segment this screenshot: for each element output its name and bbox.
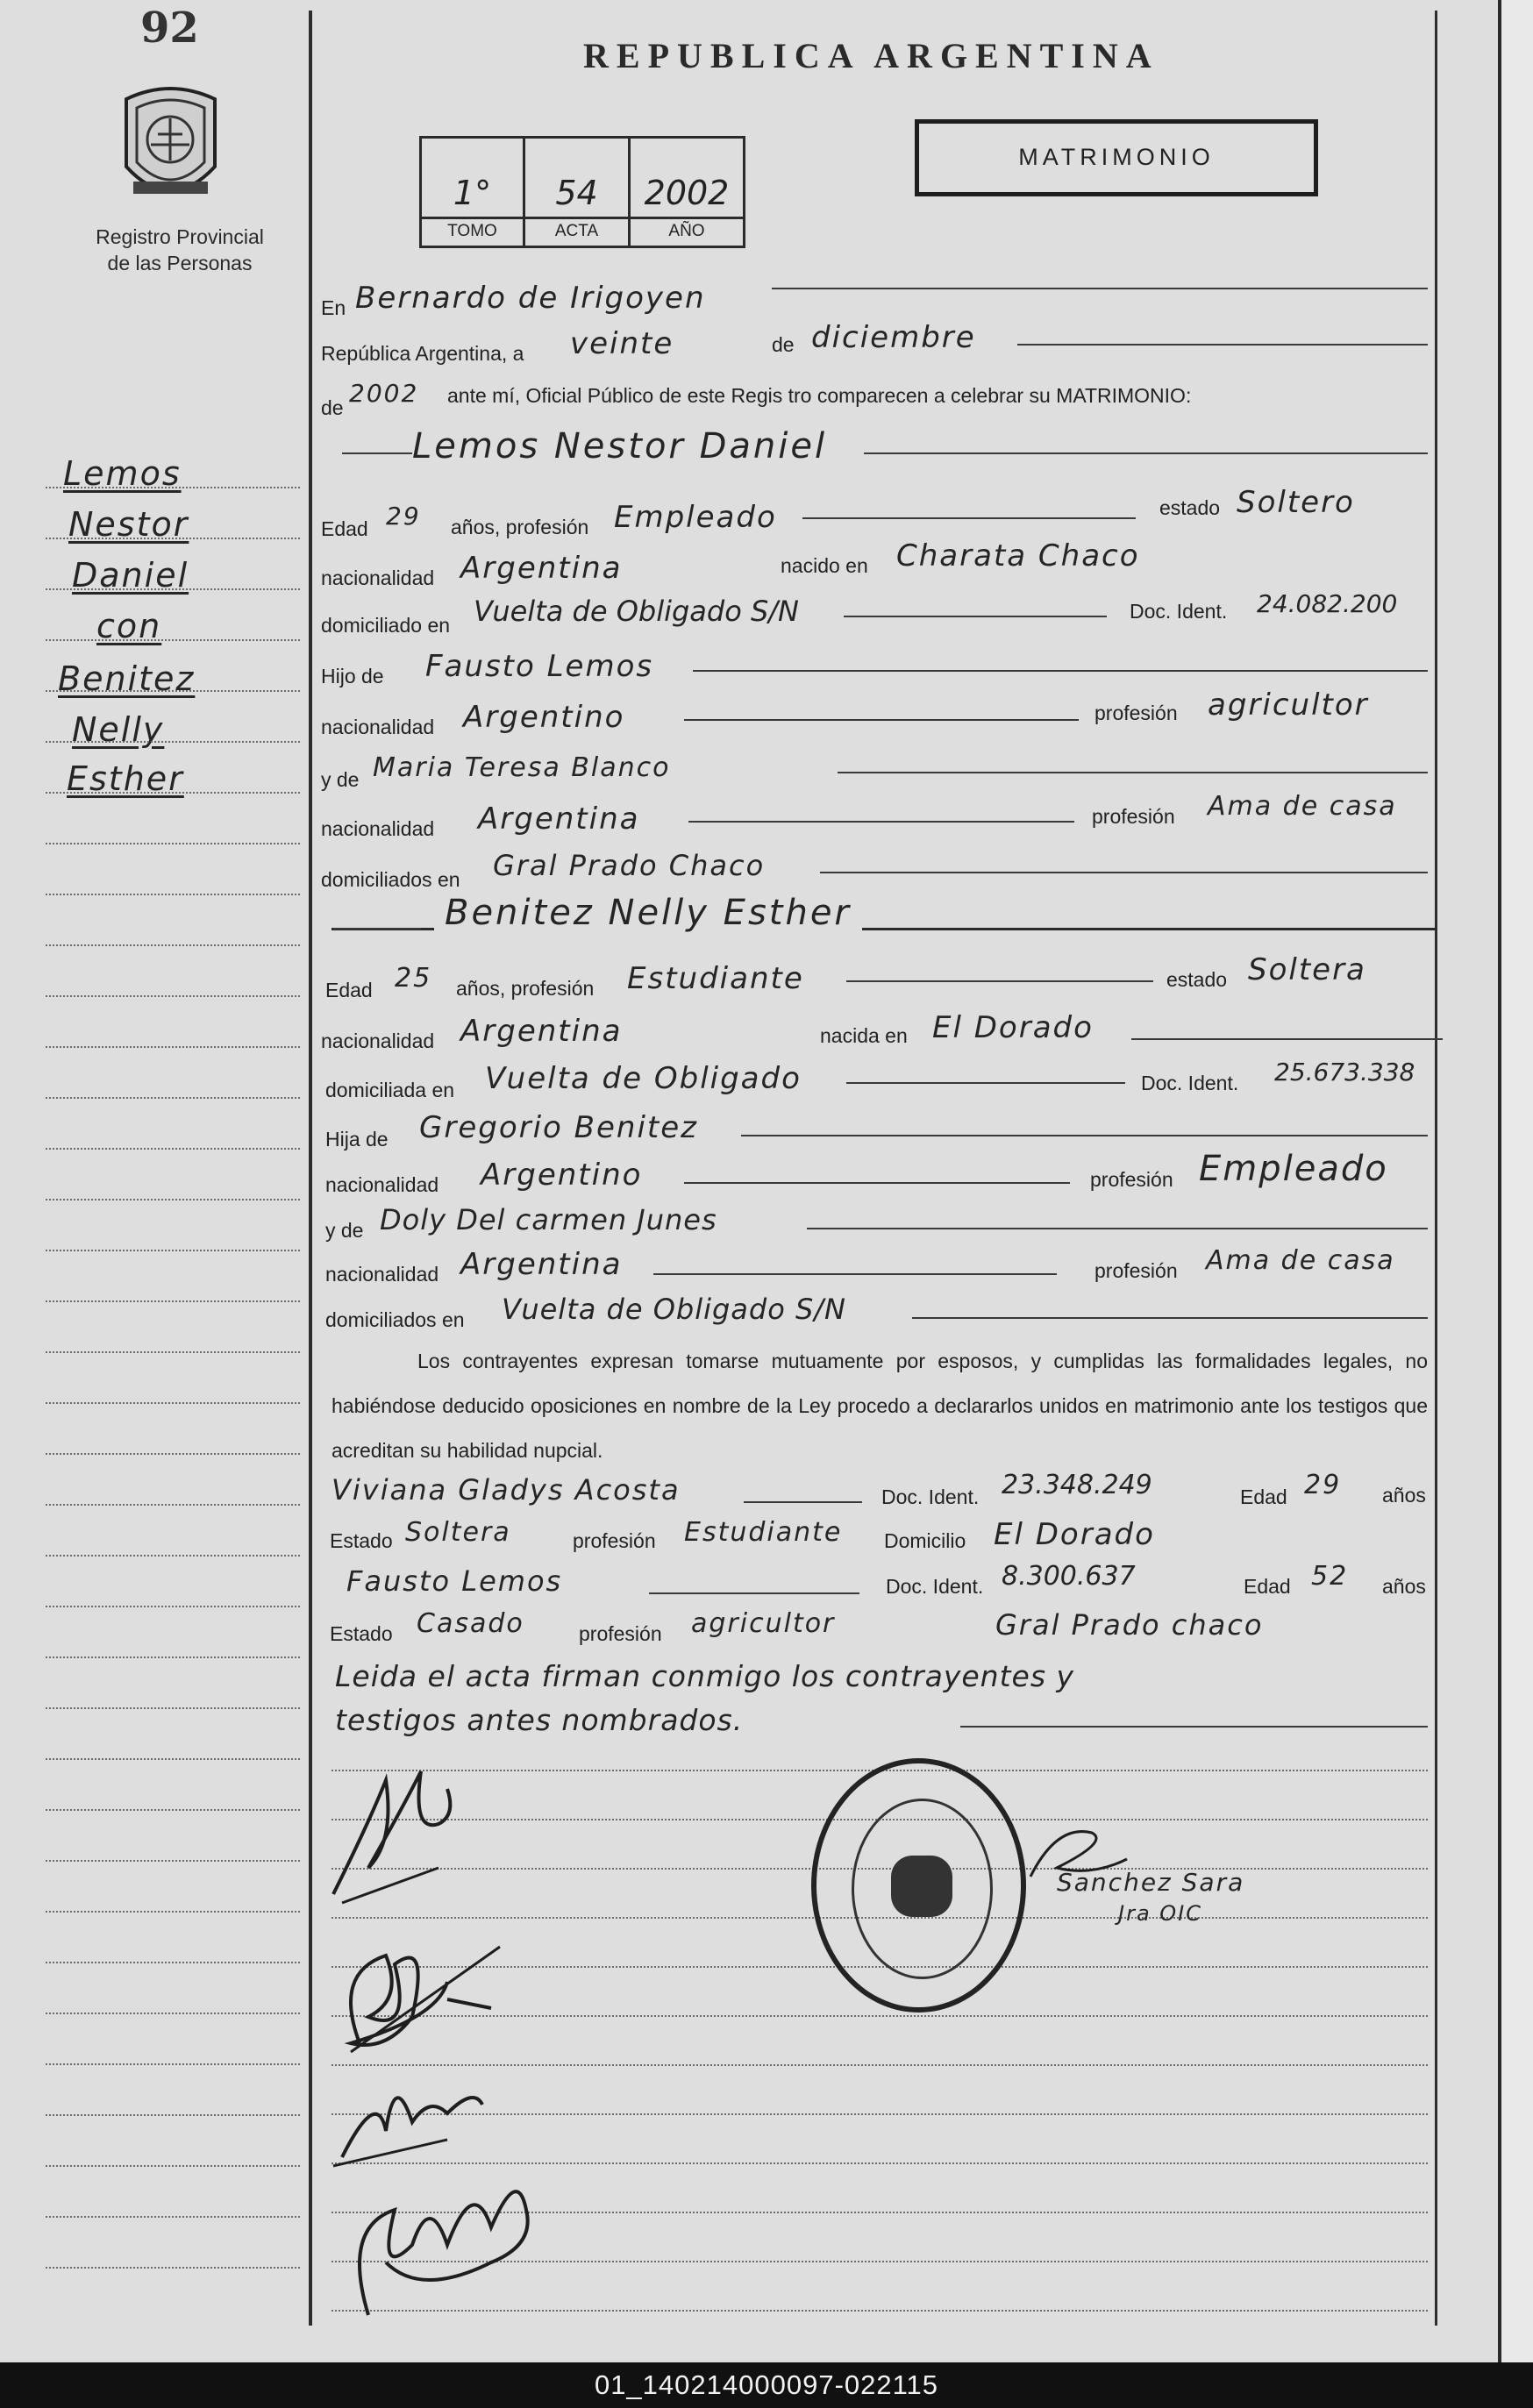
witness1-address: El Dorado — [994, 1517, 1155, 1552]
page-number: 92 — [140, 4, 199, 53]
tomo-cell — [422, 139, 525, 246]
label-edad-w1: Edad — [1240, 1485, 1287, 1508]
label-nacido-en: nacido en — [781, 554, 868, 577]
rule — [844, 616, 1107, 617]
label-nacida-en: nacida en — [820, 1024, 908, 1047]
margin-rule — [46, 1148, 300, 1150]
rule — [1017, 344, 1428, 346]
label-y-de: y de — [321, 768, 360, 791]
label-doc-ident-w2: Doc. Ident. — [886, 1575, 984, 1598]
groom-doc: 24.082.200 — [1257, 589, 1398, 618]
witness1-profession: Estudiante — [684, 1517, 843, 1548]
label-de: de — [772, 333, 795, 356]
label-doc-ident-w1: Doc. Ident. — [881, 1485, 980, 1508]
bride-father: Gregorio Benitez — [419, 1110, 698, 1145]
label-republica: República Argentina, a — [321, 342, 524, 365]
witness2-doc: 8.300.637 — [1002, 1561, 1136, 1592]
groom-name: Lemos Nestor Daniel — [412, 426, 828, 467]
country-title: REPUBLICA ARGENTINA — [583, 36, 1159, 75]
anio-cell — [631, 139, 743, 246]
rule — [1131, 1038, 1443, 1040]
registry-line-1: Registro Provincial — [96, 225, 264, 248]
groom-parents-address: Gral Prado Chaco — [493, 849, 766, 882]
bride-address: Vuelta de Obligado — [485, 1061, 802, 1096]
label-anios-w1: años — [1382, 1484, 1426, 1507]
rule — [772, 288, 1428, 289]
label-estado-w1: Estado — [330, 1529, 393, 1552]
label-domiciliada-en: domiciliada en — [325, 1079, 455, 1101]
bride-mother-profession: Ama de casa — [1206, 1245, 1395, 1276]
right-divider — [1435, 11, 1437, 2326]
rule — [342, 452, 412, 454]
groom-father-profession: agricultor — [1208, 687, 1369, 723]
margin-rule — [46, 1402, 300, 1404]
margin-rule — [46, 2013, 300, 2014]
record-number-box — [419, 136, 745, 248]
rule — [744, 1501, 862, 1503]
acta-label: ACTA — [525, 217, 628, 246]
anio-label: AÑO — [631, 217, 743, 246]
margin-rule — [46, 1351, 300, 1353]
intro-year: 2002 — [349, 379, 419, 408]
acta-cell — [525, 139, 631, 246]
rule — [684, 719, 1079, 721]
intro-day: veinte — [570, 326, 674, 361]
groom-father: Fausto Lemos — [425, 649, 654, 684]
margin-rule — [46, 1097, 300, 1099]
bride-father-nationality: Argentino — [481, 1158, 643, 1193]
label-profesion: profesión — [1094, 702, 1178, 724]
label-domiciliados-en-2: domiciliados en — [325, 1308, 465, 1331]
rule — [820, 872, 1428, 873]
bride-mother: Doly Del carmen Junes — [380, 1203, 717, 1236]
margin-rule — [46, 2063, 300, 2065]
margin-name-1: Lemos — [63, 454, 182, 493]
witness1-doc: 23.348.249 — [1002, 1470, 1152, 1500]
bride-name: Benitez Nelly Esther — [434, 893, 862, 933]
label-anios-w2: años — [1382, 1575, 1426, 1598]
rule — [684, 1182, 1070, 1184]
margin-name-7: Esther — [67, 759, 184, 798]
label-domiciliado-en: domiciliado en — [321, 614, 451, 637]
margin-rule — [46, 1606, 300, 1607]
anio-value: 2002 — [644, 174, 730, 212]
rule — [807, 1228, 1428, 1229]
margin-rule — [46, 1250, 300, 1251]
declaration-text: Los contrayentes expresan tomarse mutuamente por esposos, y cumplidas las formalidades legales, no habiéndose deducido oposiciones en nombre de la Ley procedo a declararlos unidos en matrimonio ante los testigos que acreditan su habilidad nupcial. — [332, 1350, 1428, 1462]
margin-rule — [46, 1555, 300, 1557]
label-estado-w2: Estado — [330, 1622, 393, 1645]
groom-father-nationality: Argentino — [463, 700, 625, 735]
margin-rule — [46, 538, 300, 539]
label-nacionalidad-3: nacionalidad — [321, 817, 435, 840]
label-nacionalidad-4: nacionalidad — [321, 1029, 435, 1052]
label-hijo-de: Hijo de — [321, 665, 384, 687]
groom-status: Soltero — [1237, 485, 1355, 520]
margin-rule — [46, 792, 300, 794]
bride-birthplace: El Dorado — [932, 1010, 1094, 1045]
intro-place: Bernardo de Irigoyen — [355, 281, 706, 316]
groom-address: Vuelta de Obligado S/N — [474, 595, 799, 628]
label-profesion-4: profesión — [1094, 1259, 1178, 1282]
label-estado: estado — [1159, 496, 1221, 519]
margin-rule — [46, 1962, 300, 1963]
bride-nationality: Argentina — [460, 1014, 623, 1049]
margin-rule — [46, 588, 300, 590]
rule — [802, 517, 1136, 519]
margin-rule — [46, 1046, 300, 1048]
margin-rule — [46, 2165, 300, 2167]
margin-rule — [46, 639, 300, 641]
label-nacionalidad-6: nacionalidad — [325, 1263, 439, 1286]
label-profesion-2: profesión — [1092, 805, 1175, 828]
label-de2: de — [321, 396, 344, 419]
bride-age: 25 — [395, 963, 432, 994]
official-stamp — [811, 1758, 1026, 2013]
margin-rule — [46, 487, 300, 488]
registry-line-2: de las Personas — [107, 252, 253, 274]
rule — [653, 1273, 1057, 1275]
margin-rule — [46, 1656, 300, 1658]
officer-signature-line-1: Sanchez Sara — [1057, 1868, 1245, 1897]
groom-mother: Maria Teresa Blanco — [373, 752, 671, 783]
margin-rule — [46, 690, 300, 692]
label-ante: ante mí, Oficial Público de este Regis tro comparecen a celebrar su MATRIMONIO: — [447, 384, 1192, 407]
margin-name-5: Benitez — [58, 659, 196, 698]
label-doc-ident: Doc. Ident. — [1130, 600, 1228, 623]
label-edad-w2: Edad — [1244, 1575, 1291, 1598]
witness2-address: Gral Prado chaco — [995, 1608, 1264, 1642]
bride-parents-address: Vuelta de Obligado S/N — [502, 1293, 846, 1326]
margin-name-6: Nelly — [72, 710, 165, 749]
groom-mother-nationality: Argentina — [478, 801, 640, 837]
witness2-status: Casado — [417, 1608, 524, 1639]
margin-rule — [46, 1300, 300, 1302]
margin-rule — [46, 1860, 300, 1862]
officer-signature-line-2: Jra OIC — [1118, 1901, 1203, 1926]
witness1-status: Soltera — [405, 1517, 511, 1548]
closing-line-2: testigos antes nombrados. — [335, 1703, 744, 1737]
tomo-label: TOMO — [422, 217, 523, 246]
rule — [649, 1592, 859, 1594]
groom-nationality: Argentina — [460, 551, 623, 586]
margin-rule — [46, 2216, 300, 2218]
label-nacionalidad: nacionalidad — [321, 566, 435, 589]
margin-rule — [46, 995, 300, 997]
groom-age: 29 — [386, 502, 421, 531]
witness2-age: 52 — [1311, 1561, 1349, 1592]
margin-divider — [309, 11, 312, 2326]
signatures-drawing — [316, 1754, 614, 2333]
rule — [912, 1317, 1428, 1319]
label-edad: Edad — [321, 517, 368, 540]
label-anios-profesion-2: años, profesión — [456, 977, 595, 1000]
label-domicilio-w1: Domicilio — [884, 1529, 966, 1552]
margin-rule — [46, 1707, 300, 1709]
bride-mother-nationality: Argentina — [460, 1247, 623, 1282]
margin-rule — [46, 843, 300, 844]
witness2-profession: agricultor — [691, 1608, 836, 1639]
margin-rule — [46, 1758, 300, 1760]
label-en: En — [321, 296, 346, 319]
bride-doc: 25.673.338 — [1274, 1058, 1415, 1086]
image-caption: 01_140214000097-022115 — [0, 2362, 1533, 2408]
label-doc-ident-2: Doc. Ident. — [1141, 1072, 1239, 1094]
tomo-value: 1° — [453, 174, 492, 212]
bride-profession: Estudiante — [627, 961, 804, 996]
rule — [846, 980, 1153, 982]
label-edad-2: Edad — [325, 979, 373, 1001]
groom-profession: Empleado — [614, 500, 777, 535]
rule — [693, 670, 1428, 672]
rule — [838, 772, 1428, 773]
margin-rule — [46, 1911, 300, 1913]
rule — [864, 452, 1428, 454]
margin-name-4: con — [96, 607, 162, 645]
bride-status: Soltera — [1248, 952, 1366, 987]
rule — [960, 1726, 1428, 1728]
margin-name-3: Daniel — [72, 556, 189, 595]
margin-rule — [46, 1809, 300, 1811]
margin-name-2: Nestor — [68, 505, 189, 544]
label-profesion-3: profesión — [1090, 1168, 1173, 1191]
acta-value: 54 — [555, 174, 598, 212]
label-domiciliados-en: domiciliados en — [321, 868, 460, 891]
margin-rule — [46, 944, 300, 946]
margin-rule — [46, 1453, 300, 1455]
page-edge — [1498, 0, 1533, 2362]
rule — [741, 1135, 1428, 1136]
groom-birthplace: Charata Chaco — [896, 538, 1140, 574]
label-hija-de: Hija de — [325, 1128, 389, 1151]
label-profesion-w2: profesión — [579, 1622, 662, 1645]
label-anios-profesion: años, profesión — [451, 516, 589, 538]
margin-rule — [46, 2114, 300, 2116]
margin-rule — [46, 741, 300, 743]
rule — [846, 1082, 1125, 1084]
witness1-age: 29 — [1304, 1470, 1342, 1500]
witness2-name: Fausto Lemos — [346, 1564, 563, 1598]
rule — [688, 821, 1074, 823]
margin-rule — [46, 894, 300, 895]
registry-name — [61, 224, 298, 276]
margin-rule — [46, 1199, 300, 1200]
closing-line-1: Leida el acta firman conmigo los contrayentes y — [335, 1659, 1075, 1693]
margin-rule — [46, 2267, 300, 2269]
label-nacionalidad-2: nacionalidad — [321, 716, 435, 738]
label-y-de-2: y de — [325, 1219, 364, 1242]
label-nacionalidad-5: nacionalidad — [325, 1173, 439, 1196]
provincial-seal-icon — [116, 83, 225, 210]
label-profesion-w1: profesión — [573, 1529, 656, 1552]
intro-month: diciembre — [811, 320, 976, 355]
bride-father-profession: Empleado — [1199, 1149, 1388, 1189]
act-type-box: MATRIMONIO — [915, 119, 1318, 196]
witness1-name: Viviana Gladys Acosta — [332, 1473, 681, 1507]
margin-rule — [46, 1504, 300, 1506]
stamp-center — [891, 1856, 952, 1917]
rule — [333, 928, 421, 930]
label-estado-2: estado — [1166, 968, 1228, 991]
groom-mother-profession: Ama de casa — [1208, 791, 1397, 822]
